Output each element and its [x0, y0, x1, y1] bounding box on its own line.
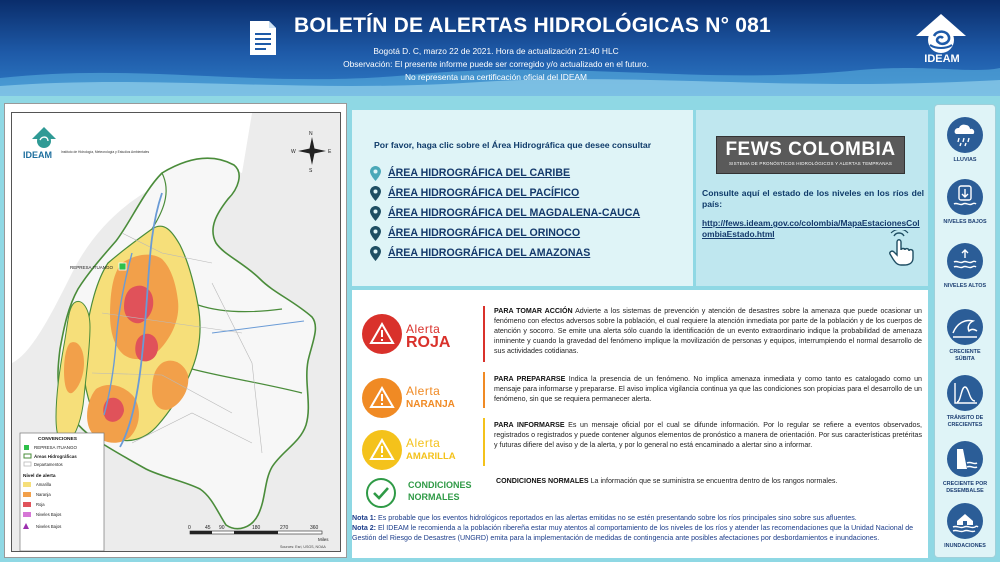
svg-text:45: 45: [205, 525, 211, 531]
sidebar-label-transito-crecientes: TRÁNSITO DE CRECIENTES: [946, 415, 984, 428]
map-pin-icon: [370, 206, 381, 221]
flood-transit-icon: [947, 375, 983, 411]
alert-naranja-heading: PARA PREPARARSE: [494, 375, 566, 383]
fews-panel: [696, 110, 928, 286]
area-selection-prompt: Por favor, haga clic sobre el Área Hidrográfica que desee consultar: [374, 140, 652, 150]
svg-text:90: 90: [219, 525, 225, 531]
sidebar-label-creciente-desembalse: CRECIENTE POR DESEMBALSE: [942, 481, 988, 494]
svg-text:E: E: [328, 149, 332, 155]
svg-text:Niveles Bajos: Niveles Bajos: [36, 512, 62, 517]
svg-text:W: W: [291, 149, 296, 155]
fews-river-levels-link[interactable]: http://fews.ideam.gov.co/colombia/MapaEstacionesColombiaEstado.html: [702, 218, 920, 239]
note-2: [352, 524, 924, 543]
colombia-map-panel: [4, 103, 347, 558]
alert-amarilla-text: Es un mensaje oficial por el cual se difunde información. Por lo regular se refiere a eventos observados, registrados o registrados y puede contener algunos elementos de pronóstico a manera de orientación. Por sus características pretéritas y futuras difiere del aviso y de la alerta, y por lo general no está encaminado a alertar sino a informar.: [494, 421, 922, 449]
svg-text:S: S: [309, 168, 313, 174]
map-legend: [20, 433, 104, 551]
map-frame[interactable]: [11, 112, 341, 552]
sidebar-label-inundaciones: INUNDACIONES: [944, 543, 986, 549]
note-2-text: El IDEAM le recomienda a la población ribereña estar muy atentos al comportamiento de los niveles de los ríos y atender las recomendaciones que la Unidad Nacional de Gestión del Riesgo de Desastres (UNGRD) emita para la implementación de medidas de contingencia ante posibles afectaciones por desbordamientos e inundaciones.: [352, 524, 914, 542]
alert-levels-panel: [352, 290, 928, 558]
svg-text:CONVENCIONES: CONVENCIONES: [38, 437, 77, 442]
alert-roja-word2: ROJA: [406, 334, 451, 351]
alert-amarilla-word2: AMARILLA: [406, 451, 456, 462]
alert-naranja-word1: Alerta: [406, 384, 441, 398]
fews-colombia-logo[interactable]: [716, 136, 905, 174]
svg-text:Niveles Bajos: Niveles Bajos: [36, 524, 62, 529]
svg-text:Áreas Hidrográficas: Áreas Hidrográficas: [34, 454, 77, 459]
note-1-text: Es probable que los eventos hidrológicos reportados en las alertas emitidas no se estén presentando sobre los ríos principales sino sobre sus afluentes.: [376, 514, 857, 522]
dam-release-icon: [947, 441, 983, 477]
alert-naranja-text: Indica la presencia de un fenómeno. No implica amenaza inmediata y como tanto es catalogado como un mensaje para informarse y prepararse. El aviso implica vigilancia continua ya que las condiciones son propicias para el desarrollo de un fenómeno, sin que se requiera permanecer alerta.: [494, 375, 922, 403]
alert-badge-roja: [362, 314, 472, 358]
flash-flood-icon: [947, 309, 983, 345]
alert-normales-description: [496, 476, 924, 486]
colombia-alert-map[interactable]: [12, 113, 341, 552]
note-1: [352, 514, 924, 524]
certification-line: No representa una certificación oficial del IDEAM: [404, 72, 587, 82]
low-levels-icon: [947, 179, 983, 215]
svg-text:Miles: Miles: [318, 537, 329, 542]
svg-text:270: 270: [280, 525, 289, 531]
map-pin-icon: [370, 186, 381, 201]
hydrographic-areas-panel: [352, 110, 693, 286]
sidebar-label-creciente-subita: CRECIENTE SÚBITA: [949, 349, 981, 362]
sidebar-label-niveles-altos: NIVELES ALTOS: [943, 283, 987, 289]
alert-naranja-circle: [362, 378, 402, 418]
link-area-amazonas[interactable]: ÁREA HIDROGRÁFICA DEL AMAZONAS: [388, 247, 591, 259]
alert-roja-circle: [362, 314, 402, 354]
svg-text:Nivel de alerta: Nivel de alerta: [23, 474, 56, 479]
svg-text:Instituto de Hidrología, Meteo: Instituto de Hidrología, Meteorología y Estudios Ambientales: [61, 150, 150, 154]
represa-label: REPRESA ITUANGO: [70, 265, 114, 270]
alert-naranja-word2: NARANJA: [406, 399, 455, 410]
alert-amarilla-description: [494, 420, 922, 450]
header-banner: [0, 0, 1000, 96]
warning-triangle-icon: [362, 378, 402, 418]
svg-text:Naranja: Naranja: [36, 492, 51, 497]
alert-normales-heading: CONDICIONES NORMALES: [496, 477, 589, 485]
alert-amarilla-divider: [483, 418, 485, 466]
alert-normales-text: La información que se suministra se encuentra dentro de los rangos normales.: [588, 477, 838, 485]
fews-logo-title: FEWS COLOMBIA: [725, 139, 896, 160]
svg-text:Amarilla: Amarilla: [36, 482, 52, 487]
alert-roja-divider: [483, 306, 485, 362]
alert-normales-word1: CONDICIONES: [408, 480, 472, 490]
link-area-magdalena-cauca[interactable]: ÁREA HIDROGRÁFICA DEL MAGDALENA-CAUCA: [388, 207, 641, 219]
link-area-pacifico[interactable]: ÁREA HIDROGRÁFICA DEL PACÍFICO: [388, 187, 580, 199]
alert-badge-amarilla: [362, 430, 472, 474]
alert-type-sidebar: [934, 104, 996, 558]
alert-roja-word1: Alerta: [406, 322, 441, 336]
alert-roja-text: Advierte a los sistemas de prevención y atención de desastres sobre la amenaza que puede ocasionar un fenómeno con efectos adversos sobre la población, el cual requiere la atención inmediata por parte de la población y de los cuerpos de atención y socorro. Se emite una alerta sólo cuando la identificación de un evento extraordinario indique la probabilidad de amenaza inminente y cuando la gravedad del fenómeno implique la movilización de personas y equipos, interrumpiendo el normal desarrollo de sus actividades cotidianas.: [494, 307, 922, 355]
rain-icon: [947, 117, 983, 153]
high-levels-icon: [947, 243, 983, 279]
svg-text:N: N: [309, 131, 313, 137]
link-area-orinoco[interactable]: ÁREA HIDROGRÁFICA DEL ORINOCO: [388, 227, 581, 239]
note-2-label: Nota 2:: [352, 524, 377, 532]
svg-text:Departamentos: Departamentos: [34, 462, 63, 467]
check-mark-icon: [368, 480, 394, 506]
map-pin-icon: [370, 166, 381, 181]
svg-text:360: 360: [310, 525, 319, 531]
alert-roja-description: [494, 306, 922, 356]
fews-logo-subtitle: SISTEMA DE PRONÓSTICOS HIDROLÓGICOS Y ALERTAS TEMPRANAS: [728, 161, 893, 166]
map-pin-icon: [370, 226, 381, 241]
alert-normales-word2: NORMALES: [408, 492, 460, 502]
warning-triangle-icon: [362, 430, 402, 470]
click-hand-icon: [888, 230, 916, 266]
alert-normales-circle: [366, 478, 396, 508]
svg-text:Sources: Esri, USGS, NOAA: Sources: Esri, USGS, NOAA: [280, 545, 326, 549]
sidebar-label-niveles-bajos: NIVELES BAJOS: [943, 219, 987, 225]
observation-line: Observación: El presente informe puede ser corregido y/o actualizado en el futuro.: [343, 59, 649, 69]
alert-roja-heading: PARA TOMAR ACCIÓN: [494, 307, 573, 315]
fews-description: Consulte aquí el estado de los niveles en los ríos del país:: [702, 188, 924, 209]
warning-triangle-icon: [362, 314, 402, 354]
note-1-label: Nota 1:: [352, 514, 377, 522]
alert-naranja-divider: [483, 372, 485, 408]
alert-amarilla-heading: PARA INFORMARSE: [494, 421, 565, 429]
update-date-line: Bogotá D. C, marzo 22 de 2021. Hora de actualización 21:40 HLC: [373, 46, 619, 56]
alert-amarilla-circle: [362, 430, 402, 470]
svg-text:0: 0: [188, 525, 191, 531]
svg-text:REPRESA ITUANGO: REPRESA ITUANGO: [34, 445, 78, 450]
map-pin-icon: [370, 246, 381, 261]
sidebar-label-lluvias: LLUVIAS: [953, 157, 977, 163]
alert-naranja-description: [494, 374, 922, 404]
svg-text:Roja: Roja: [36, 502, 45, 507]
ideam-logo-text: IDEAM: [924, 53, 960, 65]
svg-text:IDEAM: IDEAM: [23, 150, 52, 160]
link-area-caribe[interactable]: ÁREA HIDROGRÁFICA DEL CARIBE: [388, 167, 571, 179]
alert-badge-naranja: [362, 378, 472, 422]
represa-ituango-marker: [119, 263, 126, 270]
alert-amarilla-word1: Alerta: [406, 436, 441, 450]
flooding-icon: [947, 503, 983, 539]
bulletin-title: BOLETÍN DE ALERTAS HIDROLÓGICAS N° 081: [294, 14, 771, 37]
svg-text:180: 180: [252, 525, 261, 531]
